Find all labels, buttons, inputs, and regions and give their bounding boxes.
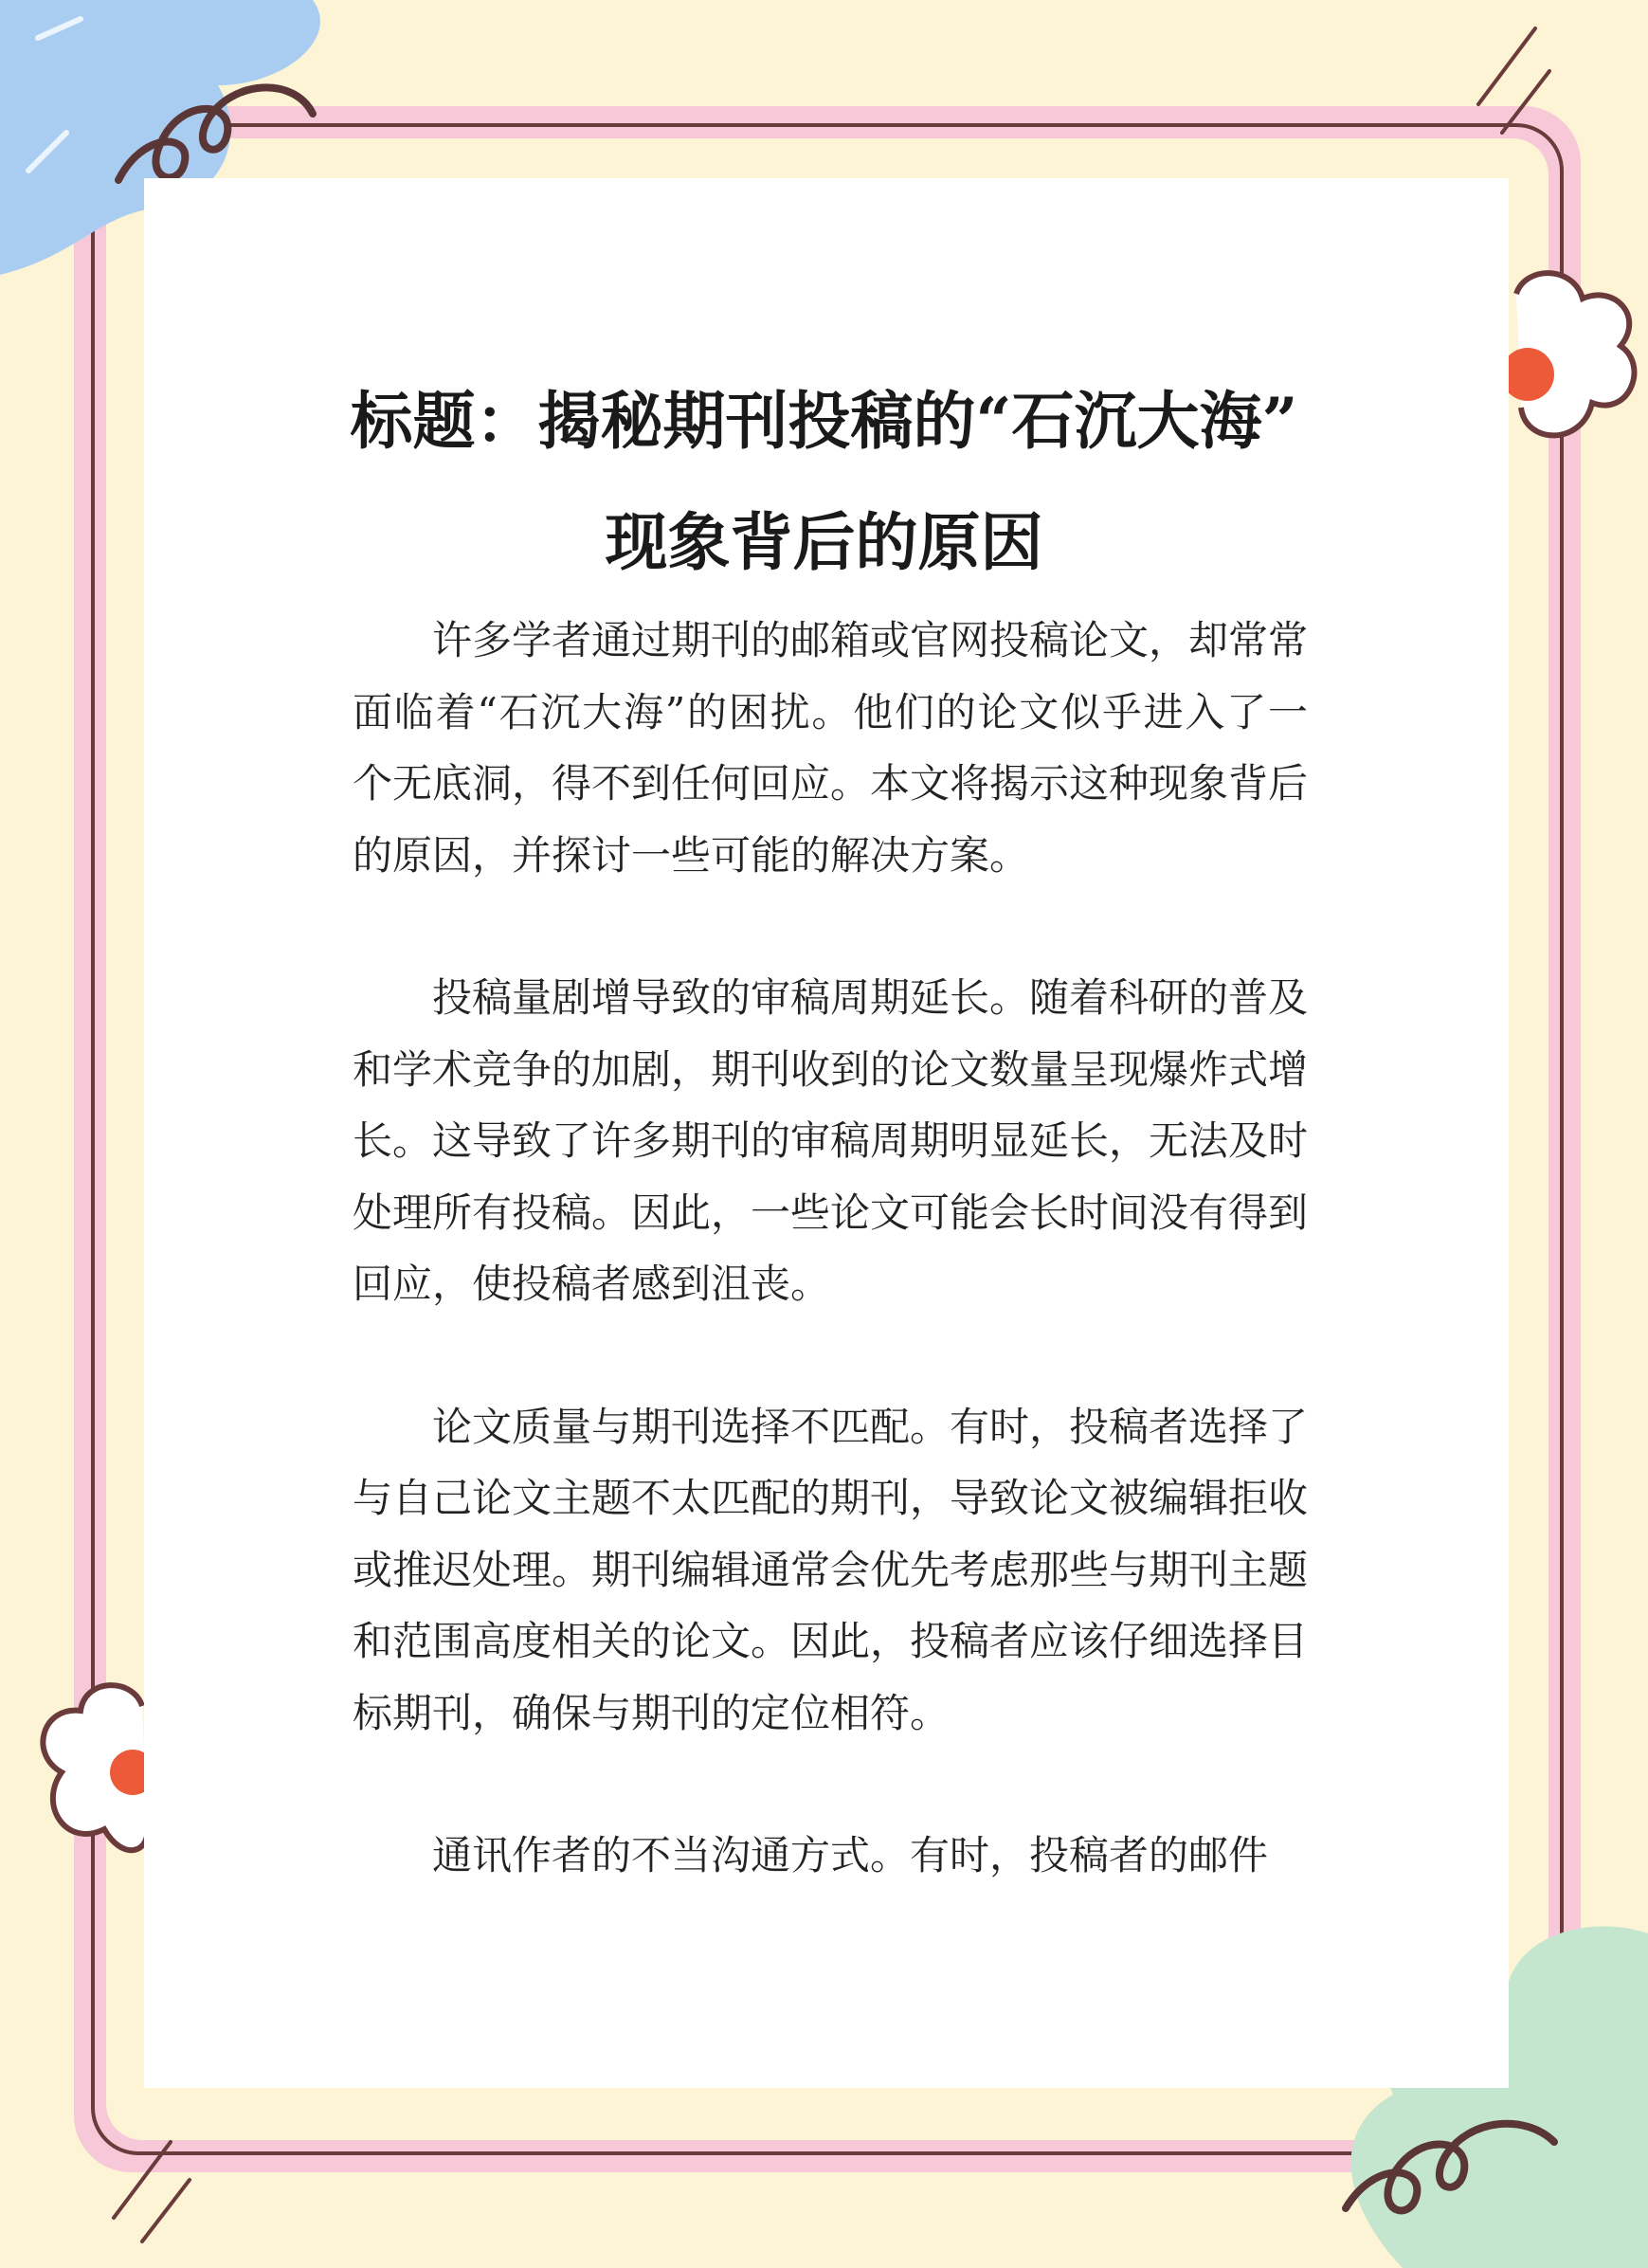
- page-title: [0, 360, 1648, 603]
- paragraph-2: 投稿量剧增导致的审稿周期延长。随着科研的普及和学术竞争的加剧，期刊收到的论文数量呈现爆炸式增长。这导致了许多期刊的审稿周期明显延长，无法及时处理所有投稿。因此，一些论文可能会长时间没有得到回应，使投稿者感到沮丧。: [353, 974, 1309, 1307]
- title-line-1: 标题：揭秘期刊投稿的“石沉大海”: [350, 384, 1298, 458]
- paragraph-1: 许多学者通过期刊的邮箱或官网投稿论文，却常常面临着“石沉大海”的困扰。他们的论文似乎进入了一个无底洞，得不到任何回应。本文将揭示这种现象背后的原因，并探讨一些可能的解决方案。: [353, 617, 1309, 879]
- article-body: [353, 605, 1308, 1963]
- title-line-2: 现象背后的原因: [605, 505, 1043, 579]
- paragraph-3: 论文质量与期刊选择不匹配。有时，投稿者选择了与自己论文主题不太匹配的期刊，导致论文被编辑拒收或推迟处理。期刊编辑通常会优先考虑那些与期刊主题和范围高度相关的论文。因此，投稿者应该仔细选择目标期刊，确保与期刊的定位相符。: [353, 1403, 1309, 1736]
- paragraph-4: 通讯作者的不当沟通方式。有时，投稿者的邮件: [432, 1832, 1269, 1878]
